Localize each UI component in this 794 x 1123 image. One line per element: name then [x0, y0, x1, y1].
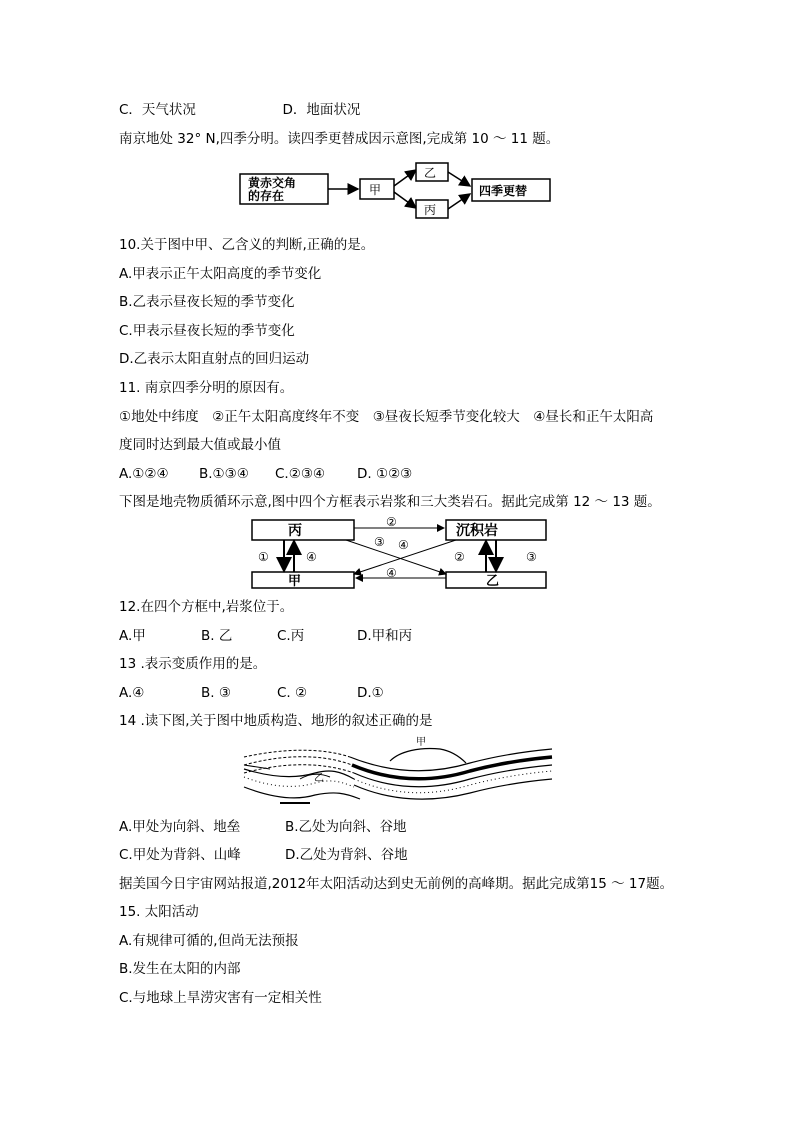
q13-options — [119, 684, 384, 702]
label-yi: 乙 — [314, 773, 324, 784]
q14-option-d: D.乙处为背斜、谷地 — [285, 847, 408, 863]
geologic-structure-diagram — [240, 735, 555, 807]
question-13: 13 .表示变质作用的是。 — [119, 656, 267, 672]
q11-statements-2: 度同时达到最大值或最小值 — [119, 437, 281, 453]
q10-option-a: A.甲表示正午太阳高度的季节变化 — [119, 266, 322, 282]
q10-option-c: C.甲表示昼夜长短的季节变化 — [119, 323, 295, 339]
arrow-label-top: ② — [386, 516, 397, 529]
box-yi-label: 乙 — [424, 166, 437, 180]
arrow-label-right-2: ③ — [526, 550, 537, 564]
question-14: 14 .读下图,关于图中地质构造、地形的叙述正确的是 — [119, 713, 433, 729]
box-jia-label: 甲 — [369, 183, 382, 197]
rock-cycle-diagram — [246, 516, 551, 592]
arrow-label-cross-2: ④ — [398, 538, 409, 552]
arrow-label-cross-1: ③ — [374, 535, 385, 549]
q11-option-c: C.②③④ — [275, 466, 326, 482]
seasons-diagram — [236, 162, 556, 222]
q12-options — [119, 627, 412, 645]
q15-option-b: B.发生在太阳的内部 — [119, 961, 241, 977]
q11-option-a: A.①②④ — [119, 466, 169, 482]
box-jia-rock — [252, 572, 354, 588]
q15-option-c: C.与地球上旱涝灾害有一定相关性 — [119, 990, 322, 1006]
option-line-c-d — [119, 101, 360, 119]
q11-option-b: B.①③④ — [199, 466, 249, 482]
question-10: 10.关于图中甲、乙含义的判断,正确的是。 — [119, 237, 375, 253]
q13-option-c: C. ② — [277, 685, 308, 701]
q14-option-b: B.乙处为向斜、谷地 — [285, 819, 407, 835]
q10-option-d: D.乙表示太阳直射点的回归运动 — [119, 351, 310, 367]
arrow-label-left-1: ① — [258, 550, 269, 564]
box-huangchi-line1: 黄赤交角 — [248, 176, 297, 190]
q11-statements-1: ①地处中纬度 ②正午太阳高度终年不变 ③昼夜长短季节变化较大 ④昼长和正午太阳高 — [119, 409, 654, 425]
q14-option-a: A.甲处为向斜、地垒 — [119, 819, 241, 835]
intro-10-11: 南京地处 32° N,四季分明。读四季更替成因示意图,完成第 10 ～ 11 题。 — [119, 131, 560, 147]
q13-option-a: A.④ — [119, 685, 145, 701]
arrow-label-left-2: ④ — [306, 550, 317, 564]
q12-option-a: A.甲 — [119, 628, 146, 644]
box-siji-label: 四季更替 — [479, 184, 528, 198]
box-jia-rock-label: 甲 — [288, 574, 302, 589]
box-sedimentary-label: 沉积岩 — [456, 523, 498, 539]
question-15: 15. 太阳活动 — [119, 904, 199, 920]
question-11: 11. 南京四季分明的原因有。 — [119, 380, 294, 396]
intro-15-17: 据美国今日宇宙网站报道,2012年太阳活动达到史无前例的高峰期。据此完成第15 ～ 17题。 — [119, 876, 674, 892]
q14-options-row1 — [119, 818, 407, 836]
q13-option-b: B. ③ — [201, 685, 231, 701]
q13-option-d: D.① — [357, 685, 384, 701]
option-c: C．天气状况 — [119, 102, 196, 118]
box-bing-label: 丙 — [424, 203, 437, 217]
question-12: 12.在四个方框中,岩浆位于。 — [119, 599, 294, 615]
arrow-label-right-1: ② — [454, 550, 465, 564]
q11-option-d: D. ①②③ — [357, 466, 413, 482]
q11-options — [119, 465, 412, 483]
q10-option-b: B.乙表示昼夜长短的季节变化 — [119, 294, 295, 310]
q14-options-row2 — [119, 846, 408, 864]
q12-option-c: C.丙 — [277, 628, 305, 644]
arrow-label-bottom: ④ — [386, 566, 397, 580]
q12-option-d: D.甲和丙 — [357, 628, 413, 644]
q14-option-c: C.甲处为背斜、山峰 — [119, 847, 241, 863]
box-bing-rock — [252, 520, 354, 540]
q15-option-a: A.有规律可循的,但尚无法预报 — [119, 933, 299, 949]
intro-12-13: 下图是地壳物质循环示意,图中四个方框表示岩浆和三大类岩石。据此完成第 12 ～ 13 题。 — [119, 494, 661, 510]
box-bing-rock-label: 丙 — [288, 523, 302, 539]
option-d: D．地面状况 — [282, 102, 361, 118]
box-huangchi-line2: 的存在 — [248, 189, 285, 203]
box-yi-rock-label: 乙 — [486, 574, 500, 589]
label-jia: 甲 — [416, 737, 426, 748]
q12-option-b: B. 乙 — [201, 628, 233, 644]
